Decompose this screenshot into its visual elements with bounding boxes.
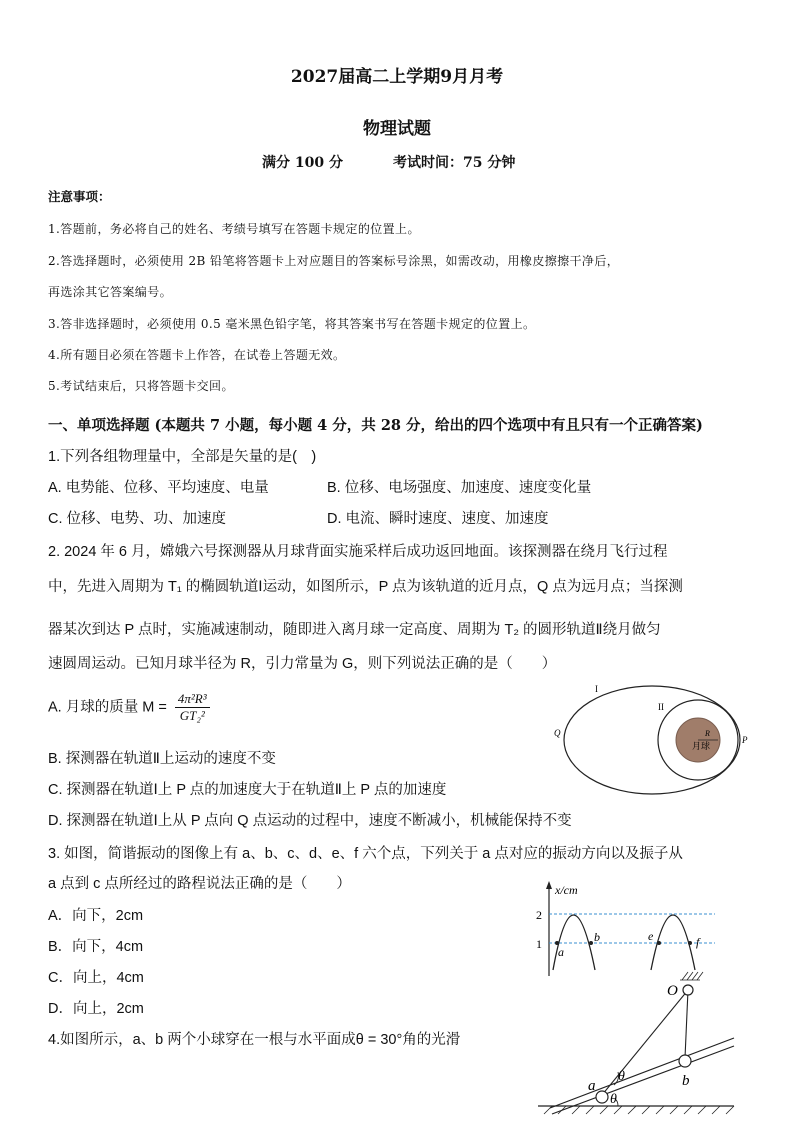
point-b bbox=[589, 941, 593, 945]
q3-option-a: A．向下，2cm bbox=[48, 908, 144, 924]
q4-stem-line: 4.如图所示，a、b 两个小球穿在一根与水平面成θ = 30°角的光滑 bbox=[48, 1032, 461, 1048]
label-f: f bbox=[696, 935, 700, 949]
section-heading: 一、单项选择题 (本题共 7 小题，每小题 4 分，共 28 分，给出的四个选项中有且只有一个正确答案) bbox=[48, 417, 703, 434]
rod-top-edge bbox=[550, 1038, 734, 1108]
q2-stem-line: 中，先进入周期为 T₁ 的椭圆轨道Ⅰ运动，如图所示，P 点为该轨道的近月点，Q 点为远月点；当探测 bbox=[48, 579, 683, 595]
q2-option-a-prefix: A. 月球的质量 M = bbox=[48, 699, 167, 716]
exam-title: 2027届高二上学期9月月考 bbox=[290, 67, 504, 87]
q3-option-c: C．向上，4cm bbox=[48, 970, 144, 986]
note-item: 再选涂其它答案编号。 bbox=[48, 285, 173, 299]
q2-option-d: D. 探测器在轨道Ⅰ上从 P 点向 Q 点运动的过程中，速度不断减小，机械能保持不变 bbox=[48, 813, 572, 829]
ball-a bbox=[596, 1091, 608, 1103]
q2-stem-line: 2. 2024 年 6 月，嫦娥六号探测器从月球背面实施采样后成功返回地面。该探测器在绕月飞行过程 bbox=[48, 544, 668, 560]
point-f bbox=[688, 941, 692, 945]
pivot-icon bbox=[683, 985, 693, 995]
q1-option-c: C. 位移、电势、功、加速度 bbox=[48, 511, 227, 527]
label-o: O bbox=[667, 983, 678, 999]
label-theta-top: θ bbox=[618, 1069, 625, 1084]
q1-stem: 1.下列各组物理量中，全部是矢量的是( ) bbox=[48, 449, 317, 465]
label-b: b bbox=[594, 930, 600, 944]
full-score: 满分 100 分 bbox=[262, 155, 343, 171]
q2-stem-line: 速圆周运动。已知月球半径为 R，引力常量为 G，则下列说法正确的是（ ） bbox=[48, 656, 557, 672]
note-item: 5.考试结束后，只将答题卡交回。 bbox=[48, 379, 234, 393]
ground-hatching bbox=[544, 1106, 734, 1114]
label-theta-bottom: θ bbox=[610, 1092, 617, 1107]
note-item: 4.所有题目必须在答题卡上作答，在试卷上答题无效。 bbox=[48, 348, 346, 362]
ball-b bbox=[679, 1055, 691, 1067]
label-e: e bbox=[648, 929, 654, 943]
vibration-graph bbox=[525, 878, 735, 978]
label-orbit-i: I bbox=[595, 684, 598, 694]
rod-bottom-edge bbox=[552, 1046, 734, 1114]
label-q: Q bbox=[554, 728, 561, 738]
y-axis-label: x/cm bbox=[555, 883, 578, 897]
mass-formula bbox=[175, 691, 210, 724]
tick-1: 1 bbox=[536, 937, 542, 951]
label-b: b bbox=[682, 1073, 690, 1089]
subject-title: 物理试题 bbox=[363, 119, 431, 139]
q2-option-b: B. 探测器在轨道Ⅱ上运动的速度不变 bbox=[48, 751, 276, 767]
label-p: P bbox=[742, 735, 748, 745]
tick-2: 2 bbox=[536, 908, 542, 922]
q2-stem-line: 器某次到达 P 点时，实施减速制动，随即进入离月球一定高度、周期为 T₂ 的圆形轨道Ⅱ绕月做匀 bbox=[48, 622, 661, 638]
string-ob bbox=[685, 990, 688, 1058]
label-orbit-ii: II bbox=[658, 702, 664, 712]
q2-option-c: C. 探测器在轨道Ⅰ上 P 点的加速度大于在轨道Ⅱ上 P 点的加速度 bbox=[48, 782, 447, 798]
note-item: 3.答非选择题时，必须使用 0.5 毫米黑色铅字笔，将其答案书写在答题卡规定的位置上。 bbox=[48, 317, 536, 331]
label-moon: 月球 bbox=[692, 741, 711, 751]
incline-diagram bbox=[538, 968, 738, 1118]
q3-option-d: D．向上，2cm bbox=[48, 1001, 144, 1017]
notes-heading: 注意事项： bbox=[48, 189, 111, 204]
label-r: R bbox=[705, 729, 710, 738]
label-a: a bbox=[558, 945, 564, 959]
note-item: 1.答题前，务必将自己的姓名、考绩号填写在答题卡规定的位置上。 bbox=[48, 222, 420, 236]
exam-time: 考试时间：75 分钟 bbox=[393, 155, 516, 171]
formula-denominator: GT₂² bbox=[179, 708, 205, 723]
orbit-diagram bbox=[554, 680, 760, 800]
label-a: a bbox=[588, 1078, 596, 1094]
q1-option-b: B. 位移、电场强度、加速度、速度变化量 bbox=[327, 480, 592, 496]
note-item: 2.答选择题时，必须使用 2B 铅笔将答题卡上对应题目的答案标号涂黑，如需改动，用橡皮擦擦干净后， bbox=[48, 254, 620, 268]
q3-stem-line: a 点到 c 点所经过的路程说法正确的是（ ） bbox=[48, 876, 351, 892]
q1-option-a: A. 电势能、位移、平均速度、电量 bbox=[48, 480, 269, 496]
y-axis-arrow-icon bbox=[546, 881, 552, 889]
q3-option-b: B．向下，4cm bbox=[48, 939, 144, 955]
q3-stem-line: 3. 如图，简谐振动的图像上有 a、b、c、d、e、f 六个点，下列关于 a 点对应的振动方向以及振子从 bbox=[48, 846, 683, 862]
q2-option-a bbox=[48, 691, 210, 724]
q1-option-d: D. 电流、瞬时速度、速度、加速度 bbox=[327, 511, 549, 527]
ceiling-hatching bbox=[680, 972, 703, 980]
formula-numerator: 4π²R³ bbox=[175, 691, 210, 708]
point-e bbox=[657, 941, 661, 945]
